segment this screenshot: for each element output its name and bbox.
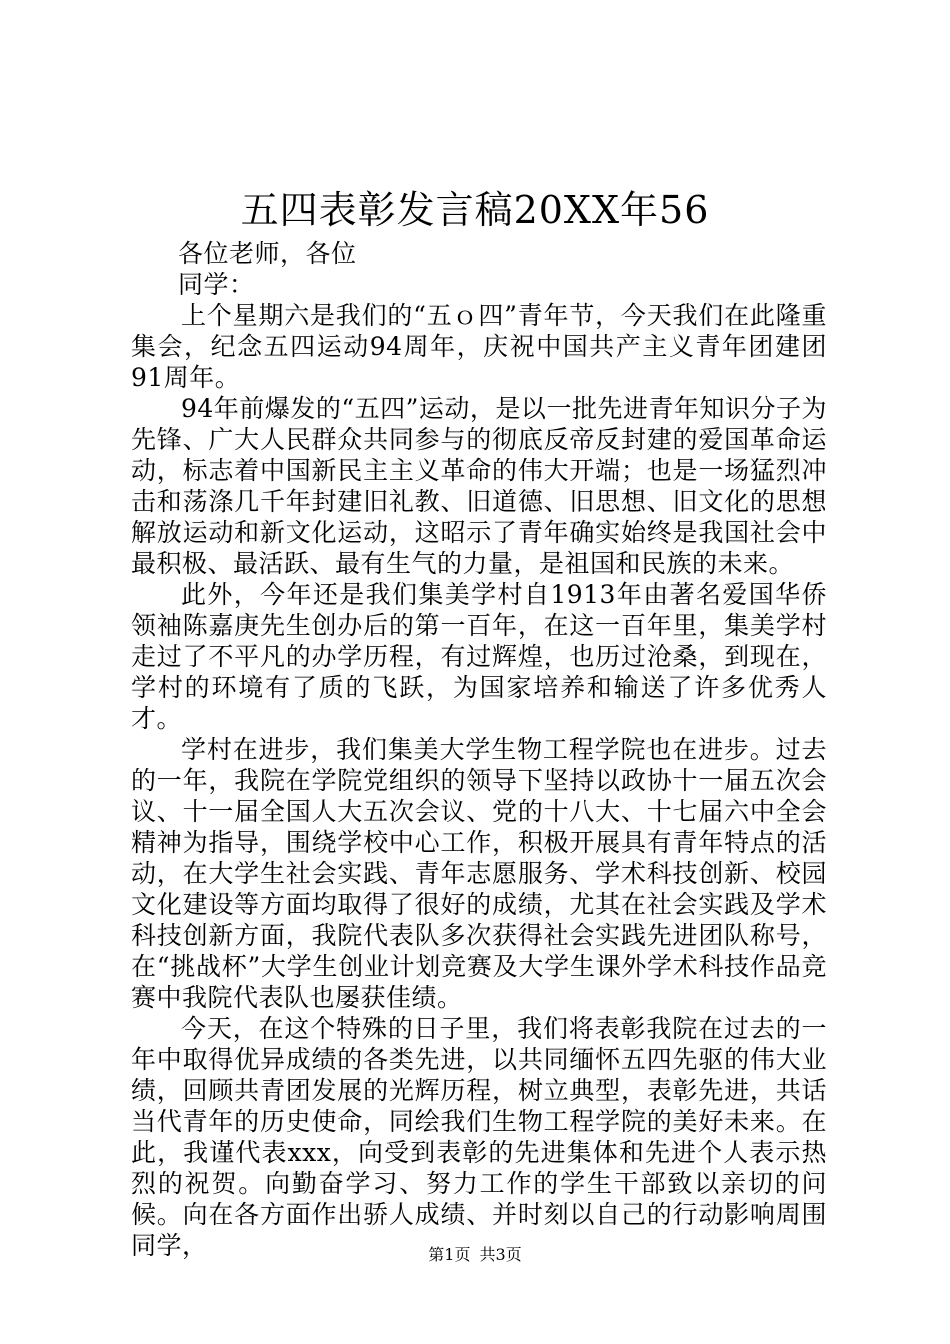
greeting-line: 同学： bbox=[178, 270, 255, 299]
page-number: 第1页 bbox=[428, 1245, 471, 1264]
body-paragraph: 今天，在这个特殊的日子里，我们将表彰我院在过去的一年中取得优异成绩的各类先进，以共同缅怀五四先驱的伟大业绩，回顾共青团发展的光辉历程，树立典型，表彰先进，共话当代青年的历史使命，同绘我们生物工程学院的美好未来。在此，我谨代表xxx，向受到表彰的先进集体和先进个人表示热烈的祝贺。向勤奋学习、努力工作的学生干部致以亲切的问候。向在各方面作出骄人成绩、并时刻以自己的行动影响周围同学， bbox=[131, 1014, 827, 1260]
greeting-line: 各位老师，各位 bbox=[178, 239, 357, 268]
page-total: 共3页 bbox=[479, 1245, 522, 1264]
document-title: 五四表彰发言稿20XX年56 bbox=[240, 188, 710, 232]
page-footer bbox=[0, 1245, 950, 1265]
document-body bbox=[131, 238, 827, 1261]
body-paragraph: 94年前爆发的“五四”运动，是以一批先进青年知识分子为先锋、广大人民群众共同参与的彻底反帝反封建的爱国革命运动，标志着中国新民主主义革命的伟大开端；也是一场猛烈冲击和荡涤几千年封建旧礼教、旧道德、旧思想、旧文化的思想解放运动和新文化运动，这昭示了青年确实始终是我国社会中最积极、最活跃、最有生气的力量，是祖国和民族的未来。 bbox=[131, 394, 827, 578]
body-paragraph: 学村在进步，我们集美大学生物工程学院也在进步。过去的一年，我院在学院党组织的领导下坚持以政协十一届五次会议、十一届全国人大五次会议、党的十八大、十七届六中全会精神为指导，围绕学校中心工作，积极开展具有青年特点的活动，在大学生社会实践、青年志愿服务、学术科技创新、校园文化建设等方面均取得了很好的成绩，尤其在社会实践及学术科技创新方面，我院代表队多次获得社会实践先进团队称号，在“挑战杯”大学生创业计划竞赛及大学生课外学术科技作品竞赛中我院代表队也屡获佳绩。 bbox=[131, 735, 827, 1012]
body-paragraph: 此外，今年还是我们集美学村自1913年由著名爱国华侨领袖陈嘉庚先生创办后的第一百年，在这一百年里，集美学村走过了不平凡的办学历程，有过辉煌，也历过沧桑，到现在，学村的环境有了质的飞跃，为国家培养和输送了许多优秀人才。 bbox=[131, 580, 827, 733]
body-paragraph: 上个星期六是我们的“五ｏ四”青年节，今天我们在此隆重集会，纪念五四运动94周年，庆祝中国共产主义青年团建团91周年。 bbox=[131, 301, 827, 392]
